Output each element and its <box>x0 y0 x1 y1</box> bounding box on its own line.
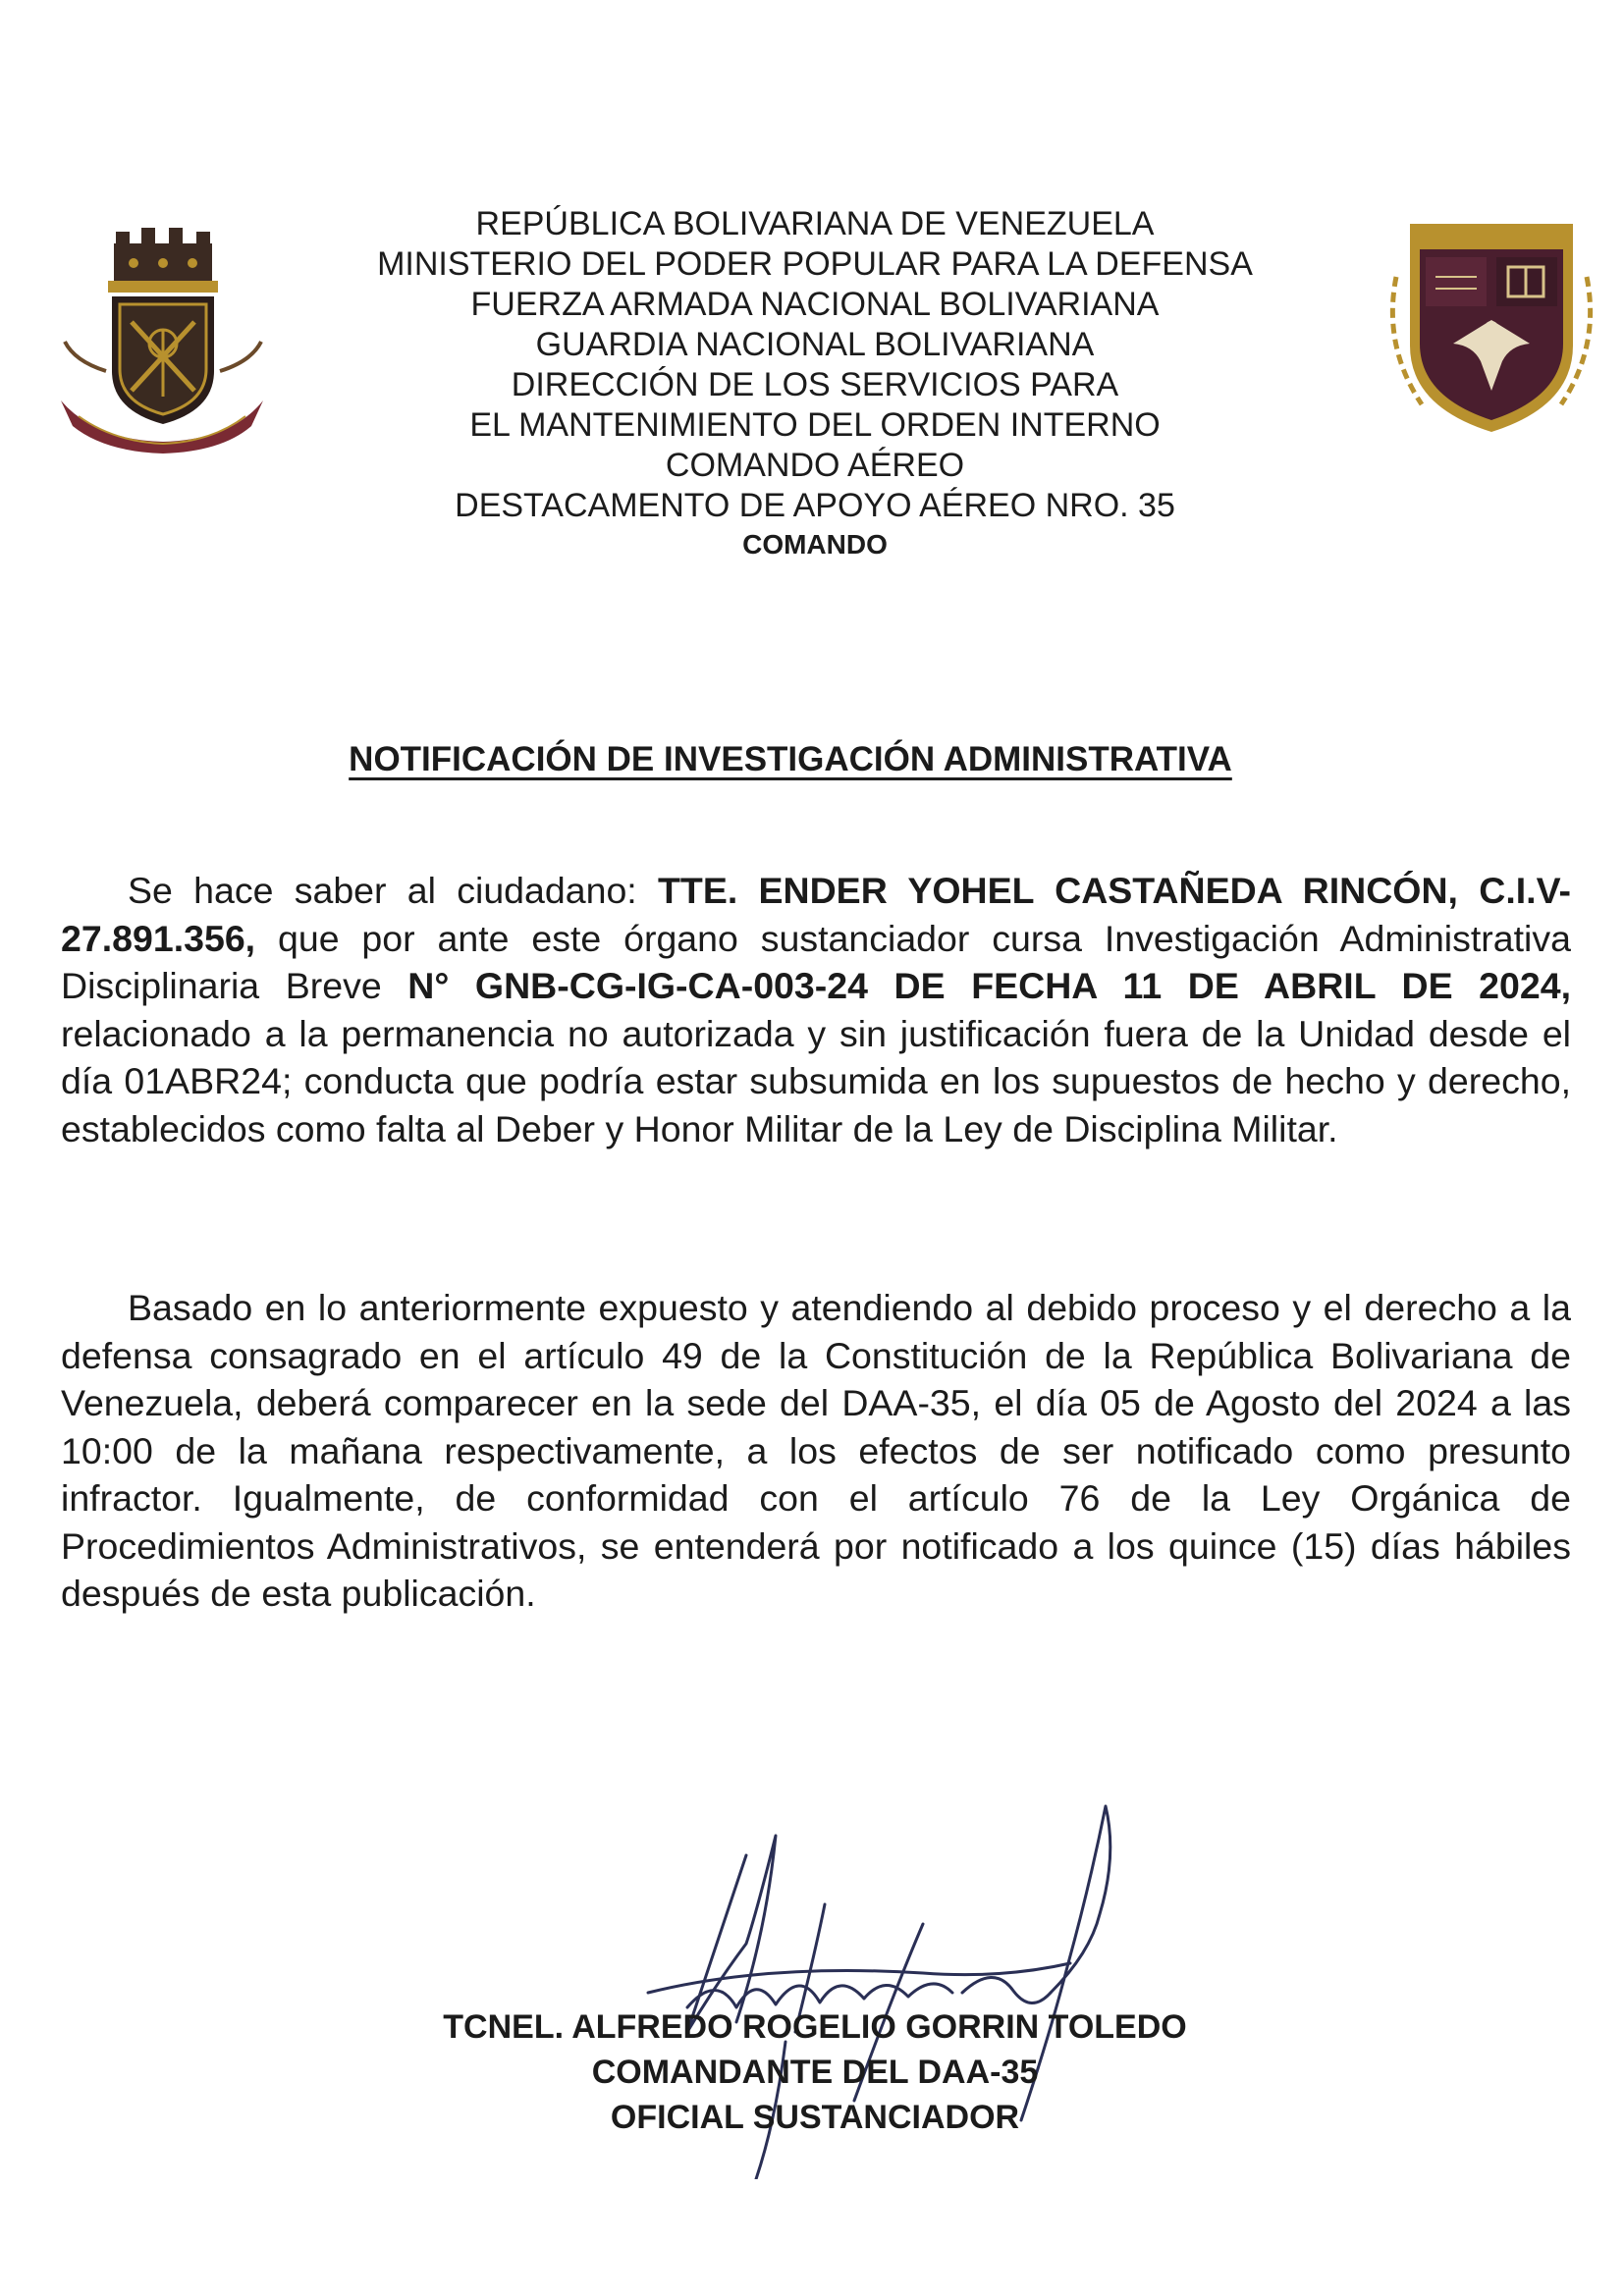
letterhead-line: REPÚBLICA BOLIVARIANA DE VENEZUELA <box>475 205 1155 242</box>
signatory-role: OFICIAL SUSTANCIADOR <box>610 2099 1020 2136</box>
letterhead-line: MINISTERIO DEL PODER POPULAR PARA LA DEFENSA <box>377 245 1253 283</box>
letterhead-command: COMANDO <box>742 529 888 560</box>
paragraph-intro: Se hace saber al ciudadano: <box>128 870 658 911</box>
letterhead-line: COMANDO AÉREO <box>665 447 965 484</box>
document-title: NOTIFICACIÓN DE INVESTIGACIÓN ADMINISTRATIVA <box>349 740 1232 778</box>
letterhead-line: DIRECCIÓN DE LOS SERVICIOS PARA <box>511 366 1119 403</box>
guardia-nacional-crest-icon <box>55 224 269 455</box>
letterhead-line: GUARDIA NACIONAL BOLIVARIANA <box>535 326 1095 363</box>
paragraph-text: que por ante este órgano sustanciador cursa Investigación Administrativa Disciplinaria Breve <box>61 917 1571 1006</box>
letterhead-line: FUERZA ARMADA NACIONAL BOLIVARIANA <box>470 286 1160 323</box>
signature-block <box>324 2004 1306 2140</box>
body-paragraph-summons <box>61 1284 1571 1618</box>
signatory-name: TCNEL. ALFREDO ROGELIO GORRIN TOLEDO <box>443 2008 1187 2046</box>
case-number: N° GNB-CG-IG-CA-003-24 DE FECHA 11 DE ABRIL DE 2024, <box>407 965 1572 1006</box>
paragraph-text: relacionado a la permanencia no autorizada y sin justificación fuera de la Unidad desde el día 01ABR24; conducta que podría estar subsumida en los supuestos de hecho y derecho, establecidos como falta al Deber y Honor Militar de la Ley de Disciplina Militar. <box>61 1012 1571 1149</box>
letterhead <box>324 204 1306 563</box>
letterhead-line: DESTACAMENTO DE APOYO AÉREO NRO. 35 <box>455 487 1175 524</box>
citizen-name: TTE. ENDER YOHEL CASTAÑEDA RINCÓN, C.I.V-27.891.356, <box>61 870 1572 959</box>
comando-aereo-crest-icon <box>1382 218 1600 444</box>
paragraph-text: Basado en lo anteriormente expuesto y atendiendo al debido proceso y el derecho a la defensa consagrado en el artículo 49 de la Constitución de la República Bolivariana de Venezuela, deberá comparecer en la sede del DAA-35, el día 05 de Agosto del 2024 a las 10:00 de la mañana respectivamente, a los efectos de ser notificado como presunto infractor. Igualmente, de conformidad con el artículo 76 de la Ley Orgánica de Procedimientos Administrativos, se entenderá por notificado a los quince (15) días hábiles después de esta publicación. <box>61 1287 1571 1614</box>
body-paragraph-notice <box>61 867 1571 1152</box>
signatory-position: COMANDANTE DEL DAA-35 <box>591 2054 1039 2091</box>
letterhead-line: EL MANTENIMIENTO DEL ORDEN INTERNO <box>469 406 1161 444</box>
